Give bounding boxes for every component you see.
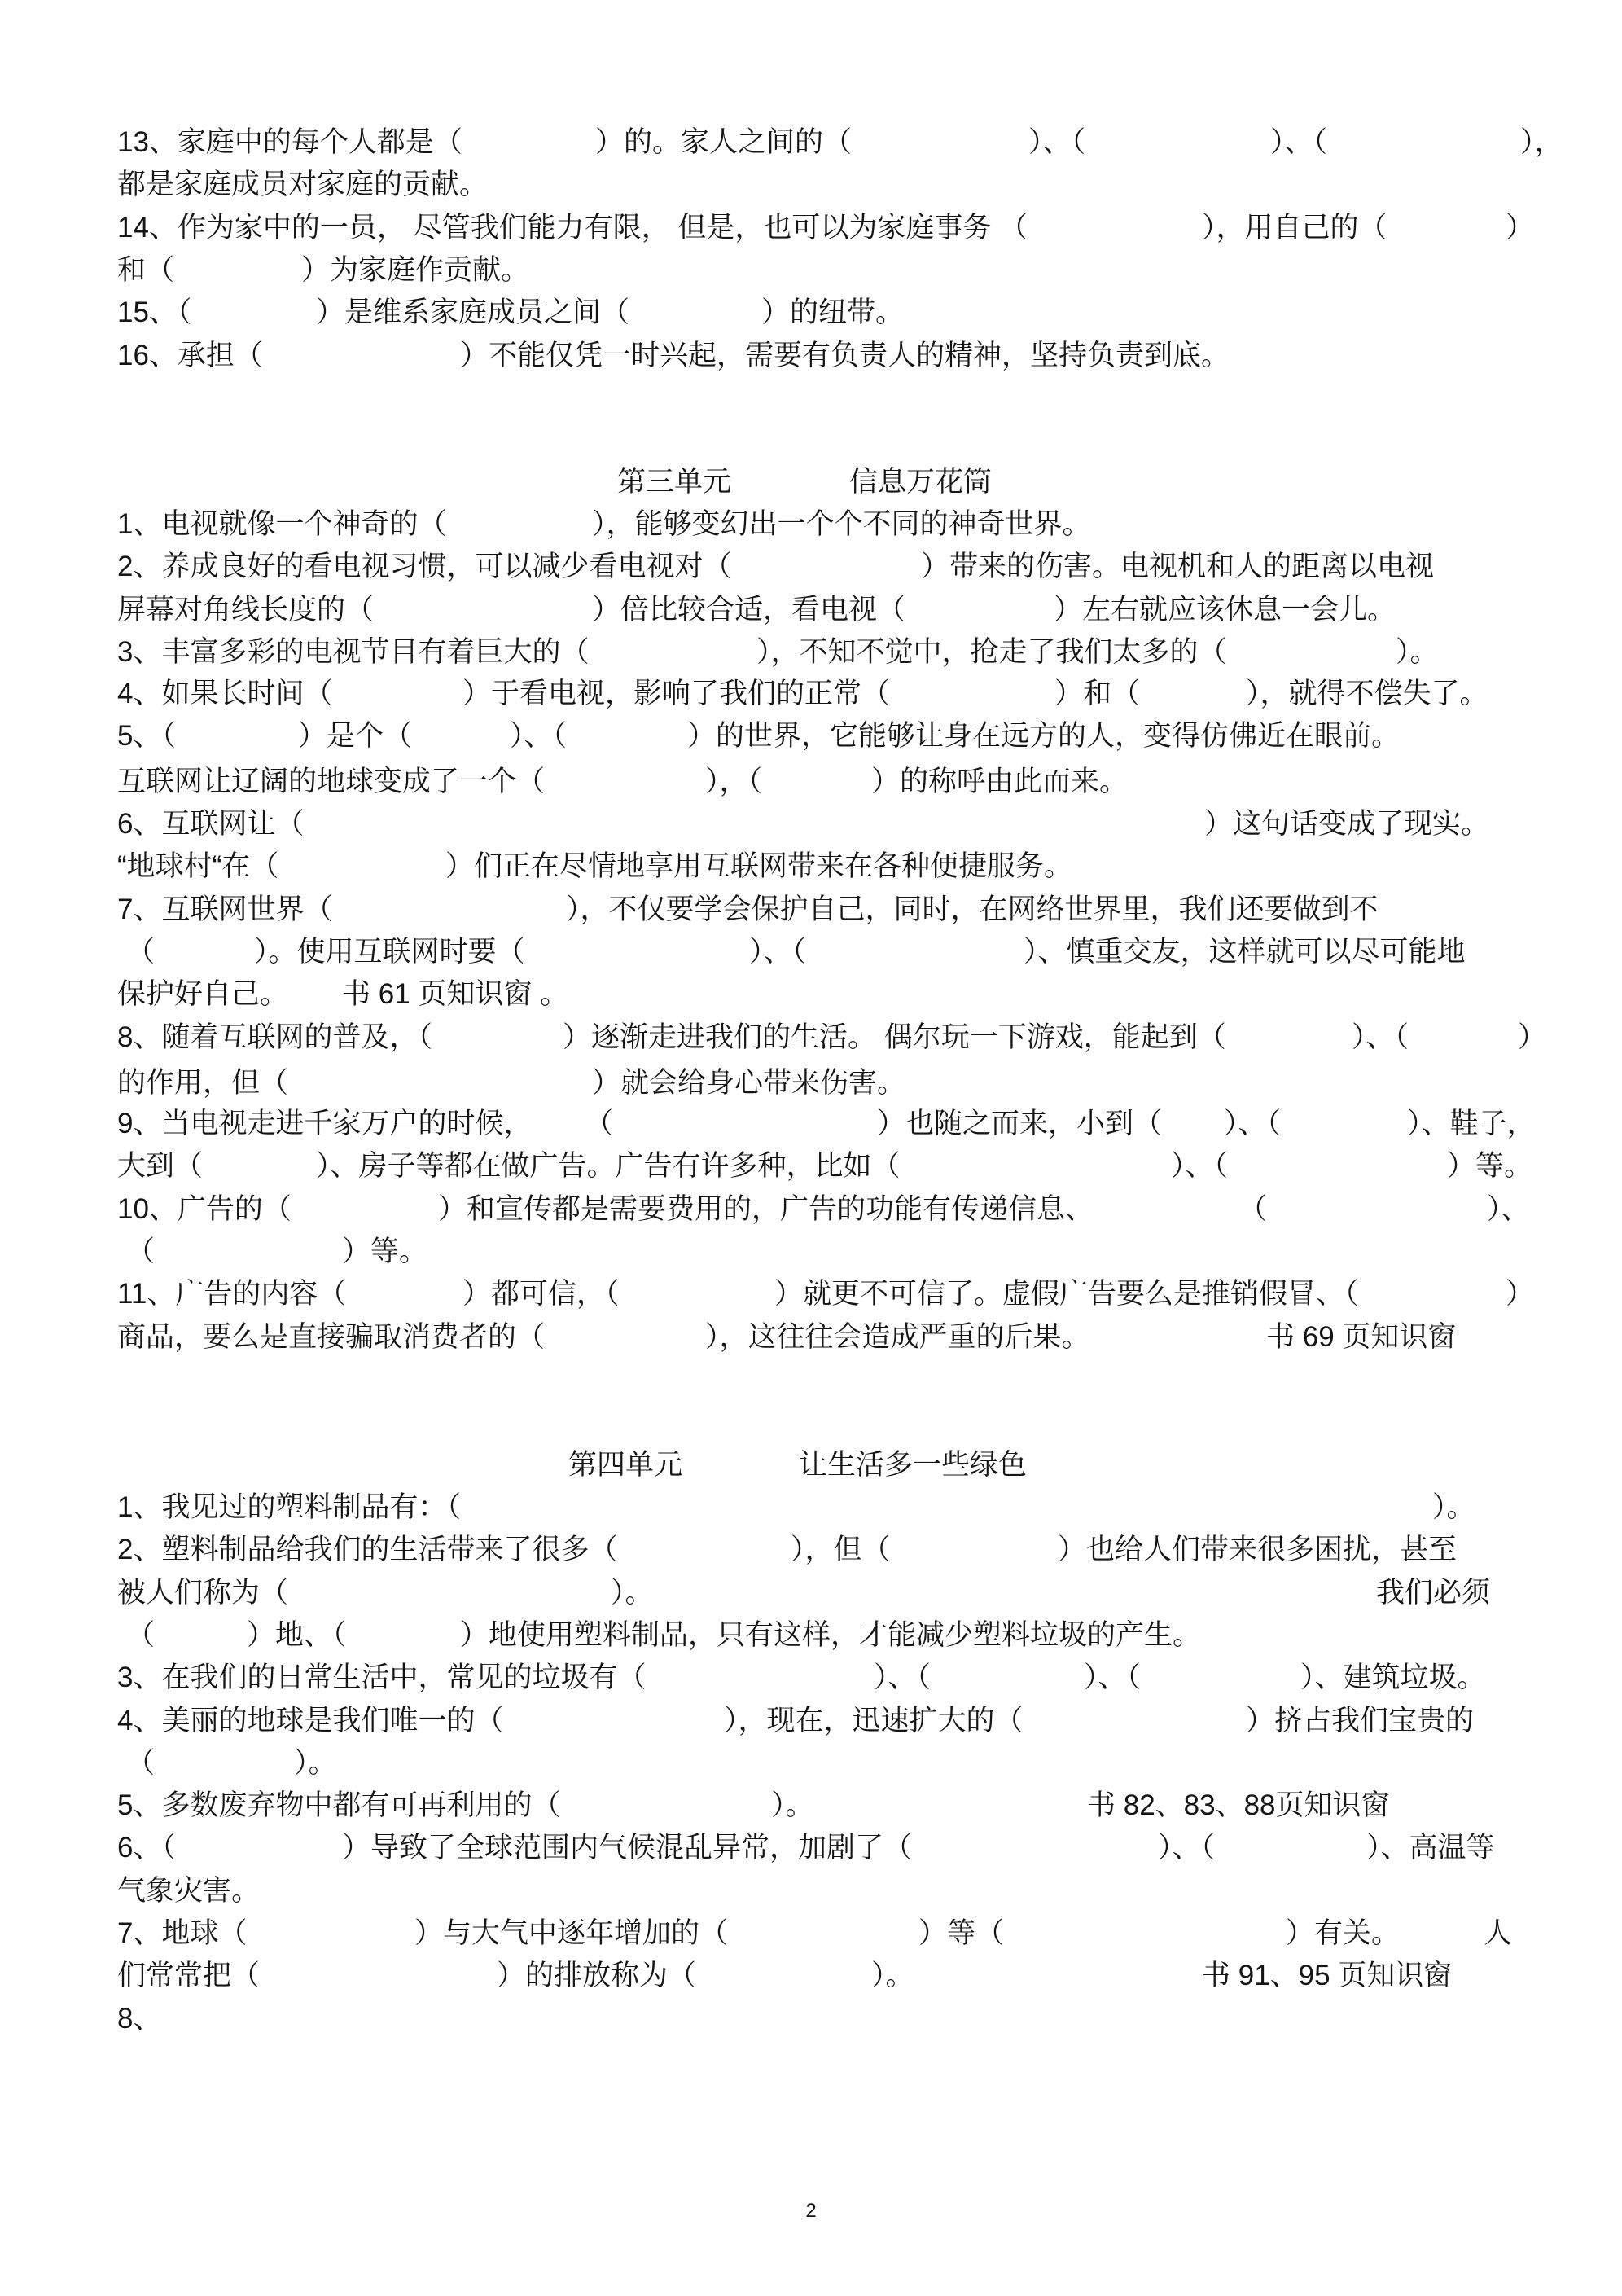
text-segment: 13、家庭中的每个人都是（ <box>117 126 462 158</box>
unit-title: 让生活多一些绿色 <box>799 1449 1028 1481</box>
unit-number: 第四单元 <box>568 1449 683 1481</box>
text-segment: “地球村“在（ <box>117 850 279 882</box>
text-segment: 商品，要么是直接骗取消费者的（ <box>117 1321 546 1353</box>
text-segment: 8、 <box>117 2003 162 2035</box>
text-segment: 书 82、83、88页知识窗 <box>1087 1789 1390 1821</box>
text-segment: （ <box>1238 1193 1268 1225</box>
text-segment: ）、建筑垃圾。 <box>1300 1662 1486 1693</box>
text-segment: ） <box>1518 1021 1547 1053</box>
text-segment: 的作用，但（ <box>117 1067 289 1099</box>
text-segment: ）。 <box>1396 636 1439 668</box>
text-segment: （ <box>126 1619 156 1651</box>
text-segment: ）都可信，（ <box>462 1278 620 1310</box>
text-segment: ）、（ <box>1171 1150 1229 1182</box>
question-line <box>0 1020 1622 1056</box>
text-segment: ）的世界，它能够让身在远方的人，变得仿佛近在眼前。 <box>687 720 1401 752</box>
text-segment: 被人们称为（ <box>117 1577 289 1609</box>
text-segment: ）这句话变成了现实。 <box>1204 808 1490 840</box>
text-segment: ）、（ <box>749 936 807 968</box>
text-segment: ）、高温等 <box>1366 1832 1495 1864</box>
text-segment: 1、电视就像一个神奇的（ <box>117 508 447 540</box>
question-line <box>0 338 1622 374</box>
text-segment: 书 61 页知识窗 。 <box>342 978 569 1010</box>
text-segment: ）们正在尽情地享用互联网带来在各种便捷服务。 <box>445 850 1073 882</box>
text-segment: ）的称呼由此而来。 <box>871 766 1129 797</box>
question-line <box>0 676 1622 712</box>
text-segment: 3、丰富多彩的电视节目有着巨大的（ <box>117 636 590 668</box>
text-segment: 8、随着互联网的普及，（ <box>117 1021 432 1053</box>
question-line <box>0 1276 1622 1312</box>
text-segment: ）为家庭作贡献。 <box>301 254 530 286</box>
question-line <box>0 1958 1622 1994</box>
question-line <box>0 1873 1622 1909</box>
text-segment: ）就更不可信了。虚假广告要么是推销假冒、（ <box>774 1278 1359 1310</box>
text-segment: （ <box>585 1108 614 1139</box>
text-segment: ）等。 <box>1447 1150 1533 1182</box>
unit-heading <box>0 464 1622 500</box>
text-segment: ）地使用塑料制品，只有这样，才能减少塑料垃圾的产生。 <box>460 1619 1202 1651</box>
text-segment: 们常常把（ <box>117 1960 261 1991</box>
text-segment: 5、多数废弃物中都有可再利用的（ <box>117 1789 561 1821</box>
text-segment: ）带来的伤害。电视机和人的距离以电视 <box>921 551 1435 582</box>
text-segment: ）地、（ <box>247 1619 347 1651</box>
question-line <box>0 806 1622 842</box>
question-line <box>0 934 1622 970</box>
text-segment: ） <box>1506 212 1535 244</box>
question-line <box>0 1106 1622 1142</box>
text-segment: ）， <box>1520 126 1563 158</box>
text-segment: 6、互联网让（ <box>117 808 305 840</box>
text-segment: ）不能仅凭一时兴起，需要有负责人的精神，坚持负责到底。 <box>460 340 1230 371</box>
question-line <box>0 1916 1622 1951</box>
text-segment: ）。 <box>1432 1491 1475 1523</box>
text-segment: 6、（ <box>117 1832 176 1864</box>
text-segment: ）、（ <box>874 1662 932 1693</box>
text-segment: 互联网让辽阔的地球变成了一个（ <box>117 766 546 797</box>
text-segment: 3、在我们的日常生活中，常见的垃圾有（ <box>117 1662 647 1693</box>
question-line <box>0 1065 1622 1101</box>
text-segment: ），但（ <box>791 1534 891 1565</box>
question-line <box>0 1234 1622 1270</box>
text-segment: 15、（ <box>117 296 192 328</box>
text-segment: ）左右就应该休息一会儿。 <box>1054 594 1396 626</box>
question-line <box>0 507 1622 542</box>
question-line <box>0 1703 1622 1739</box>
text-segment: 都是家庭成员对家庭的贡献。 <box>117 169 489 200</box>
text-segment: ）也给人们带来很多困扰，甚至 <box>1058 1534 1458 1565</box>
text-segment: ）等。 <box>342 1236 428 1267</box>
text-segment: ）与大气中逐年增加的（ <box>414 1917 729 1949</box>
text-segment: ）、（ <box>1270 126 1328 158</box>
text-segment: ）、（ <box>1028 126 1086 158</box>
text-segment: ）。使用互联网时要（ <box>254 936 525 968</box>
question-line <box>0 1490 1622 1526</box>
question-line <box>0 1745 1622 1781</box>
text-segment: 4、如果长时间（ <box>117 678 333 709</box>
text-segment: ）、慎重交友，这样就可以尽可能地 <box>1024 936 1466 968</box>
text-segment: ），不知不觉中，抢走了我们太多的（ <box>756 636 1227 668</box>
text-segment: 14、作为家中的一员， 尽管我们能力有限， 但是，也可以为家庭事务 （ <box>117 212 1028 244</box>
text-segment: ）、鞋子， <box>1407 1108 1536 1139</box>
text-segment: ）导致了全球范围内气候混乱异常，加剧了（ <box>342 1832 913 1864</box>
text-segment: 我们必须 <box>1376 1577 1491 1609</box>
text-segment: ）于看电视，影响了我们的正常（ <box>462 678 891 709</box>
text-segment: ）倍比较合适，看电视（ <box>592 594 906 626</box>
text-segment: 和（ <box>117 254 175 286</box>
text-segment: ），现在，迅速扩大的（ <box>724 1705 1024 1736</box>
question-line <box>0 1532 1622 1568</box>
question-line <box>0 764 1622 800</box>
text-segment: ）和宣传都是需要费用的，广告的功能有传递信息、 <box>438 1193 1094 1225</box>
text-segment: ），（ <box>705 766 763 797</box>
text-segment: 7、互联网世界（ <box>117 893 333 925</box>
text-segment: 人 <box>1484 1917 1513 1949</box>
text-segment: 2、塑料制品给我们的生活带来了很多（ <box>117 1534 618 1565</box>
unit-number: 第三单元 <box>617 466 732 498</box>
text-segment: （ <box>126 1236 156 1267</box>
text-segment: 7、地球（ <box>117 1917 248 1949</box>
text-segment: ）的排放称为（ <box>497 1960 697 1991</box>
question-line <box>0 1319 1622 1355</box>
text-segment: ），不仅要学会保护自己，同时，在网络世界里，我们还要做到不 <box>566 893 1379 925</box>
question-line <box>0 1148 1622 1184</box>
question-line <box>0 849 1622 885</box>
text-segment: 书 69 页知识窗 <box>1266 1321 1457 1353</box>
question-line <box>0 1575 1622 1611</box>
text-segment: ）。 <box>294 1747 337 1779</box>
text-segment: ），就得不偿失了。 <box>1246 678 1488 709</box>
text-segment: ）也随之而来，小到（ <box>877 1108 1163 1139</box>
text-segment: 16、承担（ <box>117 340 263 371</box>
text-segment: ）就会给身心带来伤害。 <box>592 1067 906 1099</box>
text-segment: ）、（ <box>1224 1108 1282 1139</box>
text-segment: ），能够变幻出一个个不同的神奇世界。 <box>592 508 1091 540</box>
question-line <box>0 549 1622 585</box>
text-segment: 大到（ <box>117 1150 204 1182</box>
text-segment: ）、（ <box>1352 1021 1409 1053</box>
text-segment: ）的纽带。 <box>761 296 905 328</box>
question-line <box>0 210 1622 246</box>
text-segment: 书 91、95 页知识窗 <box>1202 1960 1453 1991</box>
text-segment: ）、房子等都在做广告。广告有许多种，比如（ <box>316 1150 901 1182</box>
text-segment: ）是维系家庭成员之间（ <box>316 296 630 328</box>
text-segment: ）、（ <box>1084 1662 1142 1693</box>
text-segment: ）。 <box>871 1960 914 1991</box>
text-segment: 4、美丽的地球是我们唯一的（ <box>117 1705 504 1736</box>
question-line <box>0 1830 1622 1866</box>
question-line <box>0 718 1622 754</box>
text-segment: 2、养成良好的看电视习惯，可以减少看电视对（ <box>117 551 732 582</box>
question-line <box>0 892 1622 928</box>
question-line <box>0 252 1622 288</box>
text-segment: ），用自己的（ <box>1202 212 1387 244</box>
unit-title: 信息万花筒 <box>849 466 993 498</box>
text-segment: ）、（ <box>1158 1832 1216 1864</box>
question-line <box>0 1660 1622 1696</box>
unit-heading <box>0 1447 1622 1483</box>
question-line <box>0 125 1622 160</box>
question-line <box>0 977 1622 1012</box>
question-line <box>0 1192 1622 1227</box>
question-line <box>0 634 1622 670</box>
text-segment: ）。 <box>611 1577 654 1609</box>
text-segment: 10、广告的（ <box>117 1193 292 1225</box>
question-line <box>0 2001 1622 2037</box>
text-segment: 1、我见过的塑料制品有：（ <box>117 1491 461 1523</box>
text-segment: ）是个（ <box>298 720 413 752</box>
text-segment: ）有关。 <box>1286 1917 1401 1949</box>
text-segment: （ <box>126 1747 156 1779</box>
text-segment: ） <box>1506 1278 1535 1310</box>
text-segment: 11、广告的内容（ <box>117 1278 347 1310</box>
question-line <box>0 167 1622 203</box>
text-segment: ）逐渐走进我们的生活。 偶尔玩一下游戏，能起到（ <box>563 1021 1226 1053</box>
text-segment: ）、 <box>1487 1193 1530 1225</box>
text-segment: ）和（ <box>1054 678 1141 709</box>
text-segment: ）、（ <box>510 720 568 752</box>
text-segment: ）的。家人之间的（ <box>595 126 853 158</box>
text-segment: 5、（ <box>117 720 176 752</box>
text-segment: 气象灾害。 <box>117 1875 261 1907</box>
text-segment: 屏幕对角线长度的（ <box>117 594 375 626</box>
text-segment: ）等（ <box>918 1917 1005 1949</box>
text-segment: ）。 <box>771 1789 814 1821</box>
question-line <box>0 592 1622 628</box>
text-segment: 保护好自己。 <box>117 978 289 1010</box>
text-segment: 9、当电视走进千家万户的时候， <box>117 1108 533 1139</box>
question-line <box>0 1618 1622 1653</box>
question-line <box>0 1788 1622 1824</box>
text-segment: ），这往往会造成严重的后果。 <box>705 1321 1090 1353</box>
text-segment: ）挤占我们宝贵的 <box>1246 1705 1475 1736</box>
question-line <box>0 295 1622 331</box>
page-number: 2 <box>805 2200 817 2222</box>
text-segment: （ <box>126 936 156 968</box>
